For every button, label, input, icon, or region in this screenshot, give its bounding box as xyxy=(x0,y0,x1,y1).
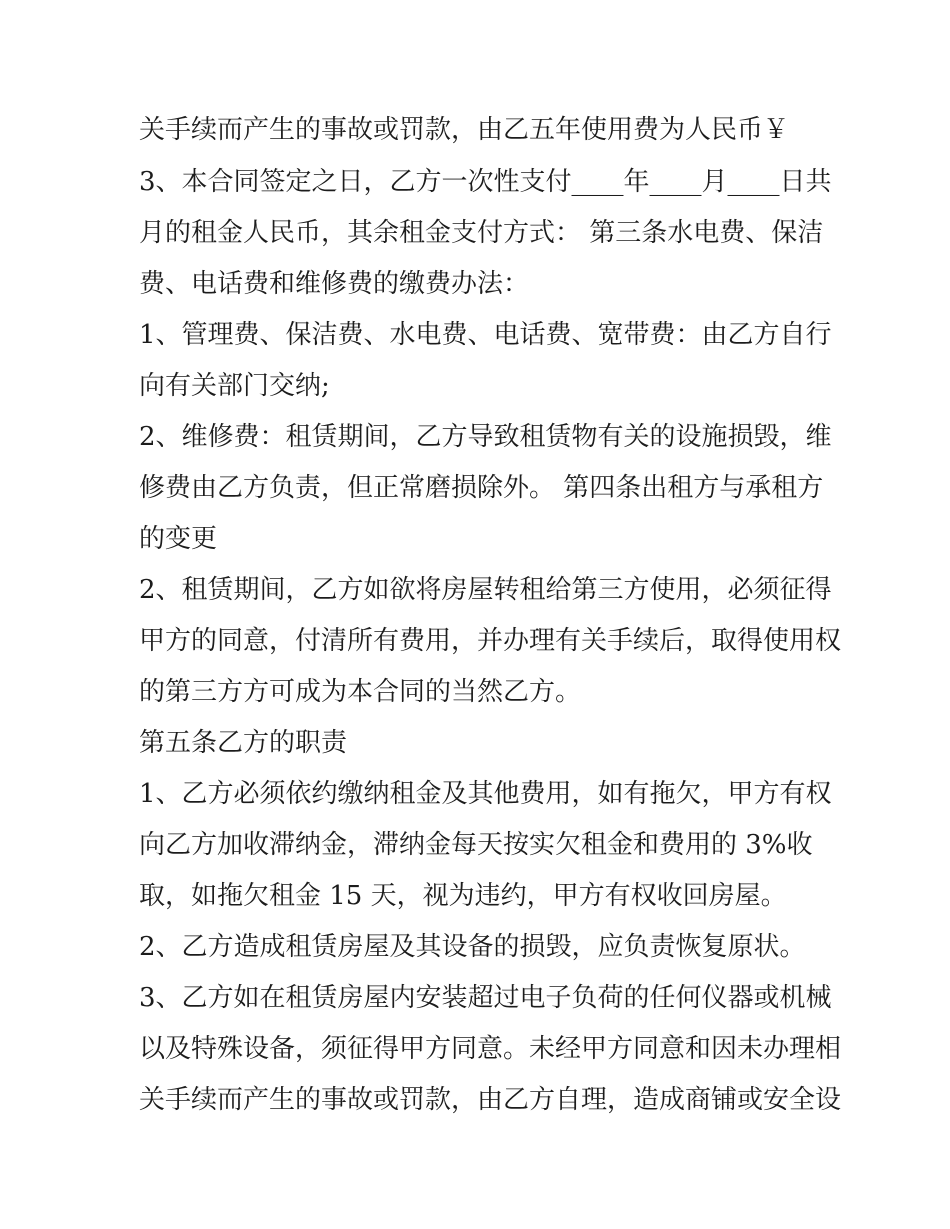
text-line: 2、乙方造成租赁房屋及其设备的损毁，应负责恢复原状。 xyxy=(139,932,806,962)
text-line: 3、乙方如在租赁房屋内安装超过电子负荷的任何仪器或机械 xyxy=(139,983,832,1013)
text-line: 的变更 xyxy=(139,524,218,554)
text-line: 月的租金人民币，其余租金支付方式： 第三条水电费、保洁 xyxy=(139,218,824,248)
section-heading: 第五条乙方的职责 xyxy=(139,728,348,758)
text-line: 取，如拖欠租金 15 天，视为违约，甲方有权收回房屋。 xyxy=(139,881,787,911)
text-line: 的第三方方可成为本合同的当然乙方。 xyxy=(139,677,582,707)
text-line: 1、乙方必须依约缴纳租金及其他费用，如有拖欠，甲方有权 xyxy=(139,779,832,809)
text-line: 向乙方加收滞纳金，滞纳金每天按实欠租金和费用的 3%收 xyxy=(139,830,813,860)
text-line: 向有关部门交纳; xyxy=(139,371,330,401)
text-line: 1、管理费、保洁费、水电费、电话费、宽带费：由乙方自行 xyxy=(139,320,832,350)
text-line: 2、维修费：租赁期间，乙方导致租赁物有关的设施损毁，维 xyxy=(139,422,832,452)
text-line: 甲方的同意，付清所有费用，并办理有关手续后，取得使用权 xyxy=(139,626,842,656)
text-line: 费、电话费和维修费的缴费办法： xyxy=(139,269,530,299)
text-line: 关手续而产生的事故或罚款，由乙方自理，造成商铺或安全设 xyxy=(139,1085,842,1115)
text-line: 3、本合同签定之日，乙方一次性支付____年____月____日共 xyxy=(139,167,832,197)
text-line: 2、租赁期间，乙方如欲将房屋转租给第三方使用，必须征得 xyxy=(139,575,832,605)
text-line: 关手续而产生的事故或罚款，由乙五年使用费为人民币￥ xyxy=(139,115,790,145)
text-line: 以及特殊设备，须征得甲方同意。未经甲方同意和因未办理相 xyxy=(139,1034,842,1064)
text-line: 修费由乙方负责，但正常磨损除外。 第四条出租方与承租方 xyxy=(139,473,824,503)
